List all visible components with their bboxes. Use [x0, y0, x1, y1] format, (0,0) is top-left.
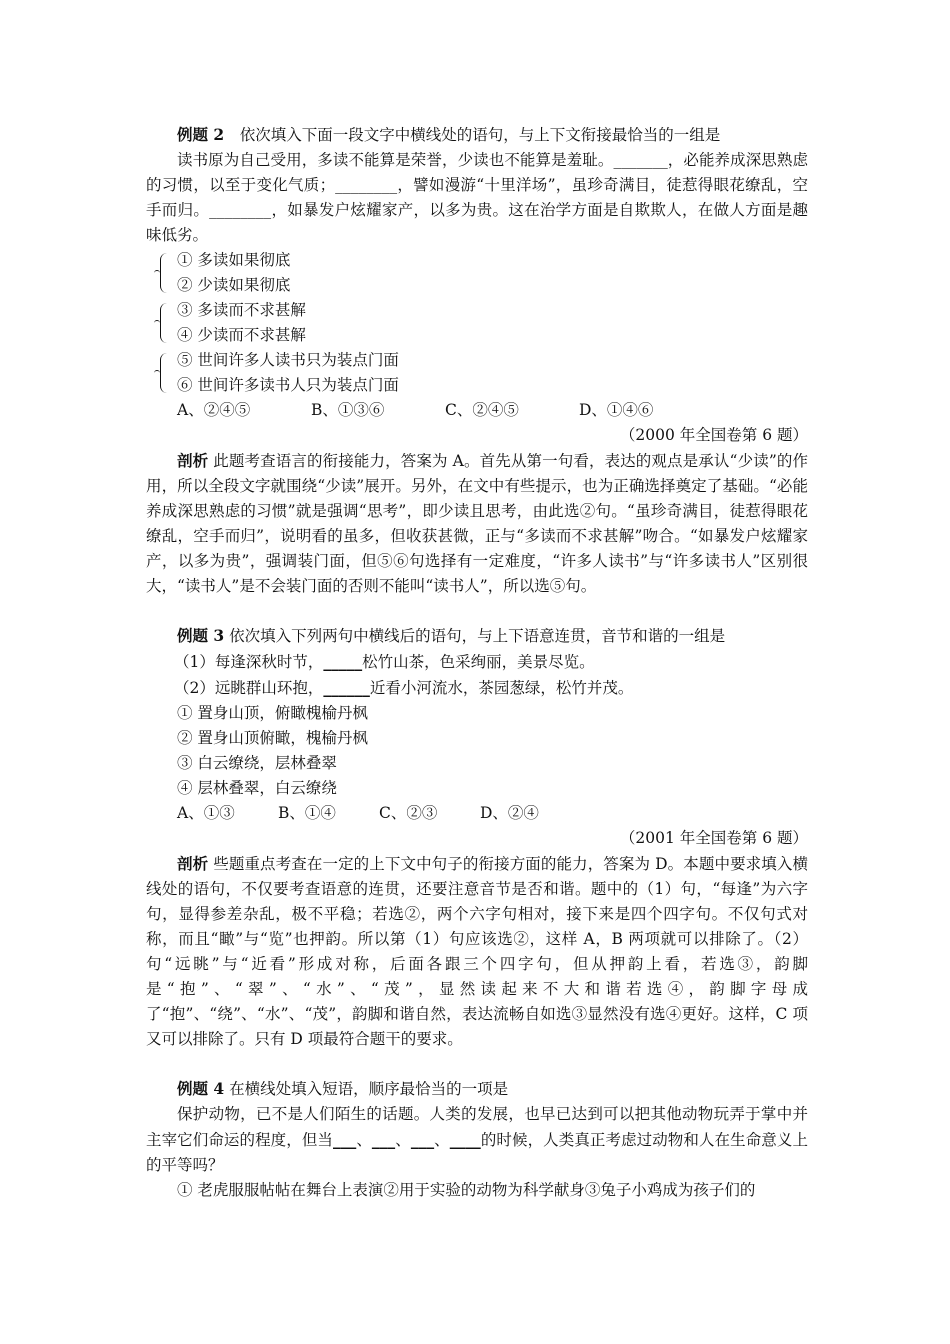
- choice-item: ② 置身山顶俯瞰，槐榆丹枫: [177, 729, 368, 747]
- choice-item: ② 少读如果彻底: [177, 276, 291, 294]
- option-d: D、①④⑥: [579, 401, 654, 419]
- example-4-label: 例题 4: [177, 1079, 225, 1098]
- option-c: C、②④⑤: [445, 401, 519, 419]
- brace-icon: [160, 303, 170, 343]
- example-3-sentence-2: （2）远眺群山环抱，______近看小河流水，茶园葱绿，松竹并茂。: [174, 678, 634, 697]
- example-2-passage: 读书原为自己受用，多读不能算是荣誉，少读也不能算是羞耻。_______，必能养成深思熟虑的习惯，以至于变化气质；________，譬如漫游“十里洋场”，虽珍奇满目，徒惹得眼花缭乱，空手而归。________，如暴发户炫耀家产，以多为贵。这在治学方面是自欺欺人，在做人方面是趣味低劣。: [146, 151, 808, 244]
- analysis-label: 剖析: [177, 854, 209, 873]
- example-2-question: 例题 2 依次填入下面一段文字中横线处的语句，与上下文衔接最恰当的一组是: [177, 125, 721, 144]
- example-3-label: 例题 3: [177, 626, 225, 645]
- example-2-options: [146, 398, 808, 423]
- option-a: A、①③: [177, 804, 235, 822]
- example-2-group-2: [146, 298, 808, 348]
- example-2-group-1: [146, 248, 808, 298]
- example-3-analysis: 剖析 些题重点考查在一定的上下文中句子的衔接方面的能力，答案为 D。本题中要求填入横线处的语句，不仅要考查语意的连贯，还要注意音节是否和谐。题中的（1）句，“每逢”为六字句，显得参差杂乱，极不平稳；若选②，两个六字句相对，接下来是四个四字句。不仅句式对称，而且“瞰”与“览”也押韵。所以第（1）句应该选②，这样 A，B 两项就可以排除了。（2）句“远眺”与“近看”形成对称，后面各跟三个四字句，但从押韵上看，若选③，韵脚是“抱”、“翠”、“水”、“茂”，显然读起来不大和谐若选④，韵脚字母成了“抱”、“绕”、“水”、“茂”，韵脚和谐自然，表达流畅自如选③显然没有选④更好。这样，C 项又可以排除了。只有 D 项最符合题干的要求。: [146, 854, 808, 1048]
- example-3-source: （2001 年全国卷第 6 题）: [619, 829, 808, 847]
- example-2-group-3: [146, 348, 808, 398]
- example-4-question: 例题 4 在横线处填入短语，顺序最恰当的一项是: [177, 1079, 509, 1098]
- example-2-label: 例题 2: [177, 125, 225, 144]
- choice-item: ⑥ 世间许多读书人只为装点门面: [177, 376, 399, 394]
- choice-item: ① 置身山顶，俯瞰槐榆丹枫: [177, 704, 368, 722]
- example-2-analysis: 剖析 此题考查语言的衔接能力，答案为 A。首先从第一句看，表达的观点是承认“少读”的作用，所以全段文字就围绕“少读”展开。另外，在文中有些提示，也为正确选择奠定了基础。“必能养成深思熟虑的习惯”就是强调“思考”，即少读且思考，由此选②句。“虽珍奇满目，徒惹得眼花缭乱，空手而归”，说明看的虽多，但收获甚微，正与“多读而不求甚解”吻合。“如暴发户炫耀家产，以多为贵”，强调装门面，但⑤⑥句选择有一定难度，“许多人读书”与“许多读书人”区别很大，“读书人”是不会装门面的否则不能叫“读书人”，所以选⑤句。: [146, 451, 808, 595]
- example-2-source: （2000 年全国卷第 6 题）: [619, 426, 808, 444]
- example-3-options: [146, 801, 808, 826]
- analysis-label: 剖析: [177, 451, 209, 470]
- choice-item: ④ 少读而不求甚解: [177, 326, 306, 344]
- choice-item: ③ 白云缭绕，层林叠翠: [177, 754, 337, 772]
- choice-item: ④ 层林叠翠，白云缭绕: [177, 779, 337, 797]
- example-4-passage: 保护动物，已不是人们陌生的话题。人类的发展，也早已达到可以把其他动物玩弄于掌中并主宰它们命运的程度，但当___、___、___、____的时候，人类真正考虑过动物和人在生命意义上的平等吗？: [146, 1105, 808, 1174]
- example-3-sentence-1: （1）每逢深秋时节，_____松竹山茶，色采绚丽，美景尽览。: [174, 652, 595, 671]
- example-3-question: 例题 3 依次填入下列两句中横线后的语句，与上下语意连贯，音节和谐的一组是: [177, 626, 726, 645]
- brace-icon: [160, 353, 170, 393]
- example-4-items: ① 老虎服服帖帖在舞台上表演②用于实验的动物为科学献身③兔子小鸡成为孩子们的: [177, 1181, 756, 1199]
- document-page: [146, 122, 808, 1203]
- option-b: B、①③⑥: [311, 401, 385, 419]
- blank: ____: [449, 1130, 481, 1149]
- option-a: A、②④⑤: [177, 401, 251, 419]
- blank: ______: [323, 678, 370, 697]
- blank: ___: [332, 1130, 357, 1149]
- blank: _____: [323, 652, 363, 671]
- choice-item: ① 多读如果彻底: [177, 251, 291, 269]
- option-d: D、②④: [480, 804, 539, 822]
- blank: ___: [371, 1130, 396, 1149]
- option-b: B、①④: [278, 804, 336, 822]
- choice-item: ③ 多读而不求甚解: [177, 301, 306, 319]
- option-c: C、②③: [379, 804, 438, 822]
- choice-item: ⑤ 世间许多人读书只为装点门面: [177, 351, 399, 369]
- blank: ___: [410, 1130, 435, 1149]
- brace-icon: [160, 253, 170, 293]
